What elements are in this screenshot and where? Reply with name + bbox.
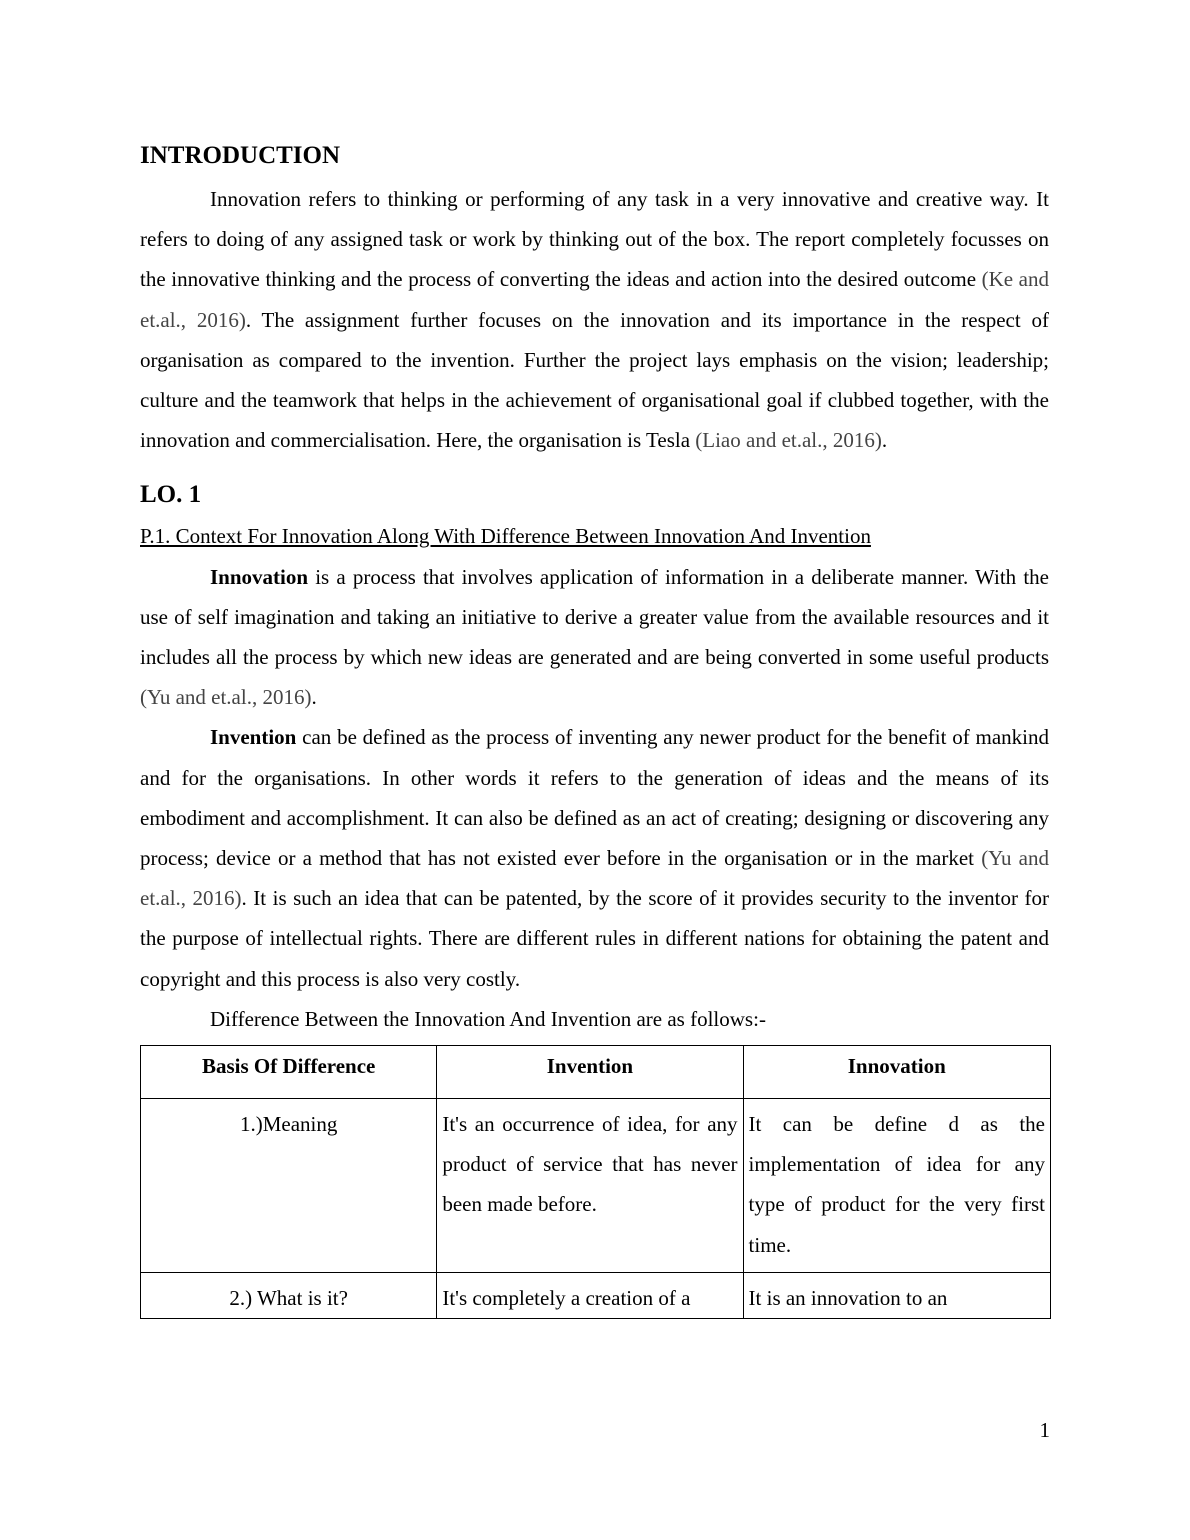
innovation-end: .: [311, 685, 317, 710]
invention-term: Invention: [210, 725, 297, 750]
innovation-text: is a process that involves application of information in a deliberate manner. With the use of self imagination and taking an initiative to derive a greater value from the available resources and it includes all the process by which new ideas are generated and are being converted in some useful products: [140, 564, 1049, 670]
table-cell-basis: 2.) What is it?: [141, 1273, 437, 1319]
table-cell-innovation: It can be define d as the implementation of idea for any type of product for the very first time.: [743, 1099, 1050, 1273]
page-number: 1: [1039, 1418, 1050, 1442]
introduction-heading: INTRODUCTION: [140, 142, 341, 169]
intro-text-2: . The assignment further focuses on the innovation and its importance in the respect of organisation as compared to the invention. Further the project lays emphasis on the vision; leadership; culture and the teamwork that helps in the achievement of organisational goal if clubbed together, with the innovation and commercialisation. Here, the organisation is Tesla: [140, 307, 1049, 453]
difference-table: [140, 1045, 1051, 1319]
invention-text: can be defined as the process of inventing any newer product for the benefit of mankind and for the organisations. In other words it refers to the generation of ideas and the means of its embodiment and accomplishment. It can also be defined as an act of creating; designing or discovering any process; device or a method that has not existed ever before in the organisation or in the market: [140, 725, 1049, 871]
citation-yu-2: (Yu and et.al., 2016): [140, 846, 1050, 911]
lo1-heading: LO. 1: [140, 481, 202, 509]
header-innovation: Innovation: [743, 1046, 1050, 1099]
header-basis: Basis Of Difference: [141, 1046, 437, 1099]
introduction-paragraph: [140, 179, 1049, 460]
invention-text-2: . It is such an idea that can be patented, by the score of it provides security to the inventor for the purpose of intellectual rights. There are different rules in different nations for obtaining the patent and copyright and this process is also very costly.: [140, 886, 1049, 991]
table-row: [141, 1273, 1051, 1319]
table-cell-innovation: It is an innovation to an: [743, 1273, 1050, 1319]
citation-ke: (Ke and et.al., 2016): [140, 267, 1049, 332]
table-cell-basis: 1.)Meaning: [141, 1099, 437, 1273]
citation-yu-1: (Yu and et.al., 2016): [140, 685, 312, 710]
p1-subheading: P.1. Context For Innovation Along With Difference Between Innovation And Invention: [140, 524, 871, 549]
header-invention: Invention: [437, 1046, 743, 1099]
page-content: [140, 138, 1049, 1319]
innovation-paragraph: [140, 557, 1049, 718]
table-header-row: [141, 1046, 1051, 1099]
table-row: [141, 1099, 1051, 1273]
table-cell-invention: It's an occurrence of idea, for any product of service that has never been made before.: [437, 1099, 743, 1273]
citation-liao: (Liao and et.al., 2016): [695, 428, 882, 453]
intro-text-3: .: [881, 428, 888, 453]
innovation-term: Innovation: [210, 564, 309, 589]
invention-paragraph: [140, 717, 1049, 998]
table-cell-invention: It's completely a creation of a: [437, 1273, 743, 1319]
intro-text-1: Innovation refers to thinking or performing of any task in a very innovative and creative way. It refers to doing of any assigned task or work by thinking out of the box. The report completely focusses on the innovative thinking and the process of converting the ideas and action into the desired outcome: [140, 187, 1049, 292]
difference-intro: Difference Between the Innovation And Invention are as follows:-: [210, 1006, 766, 1031]
